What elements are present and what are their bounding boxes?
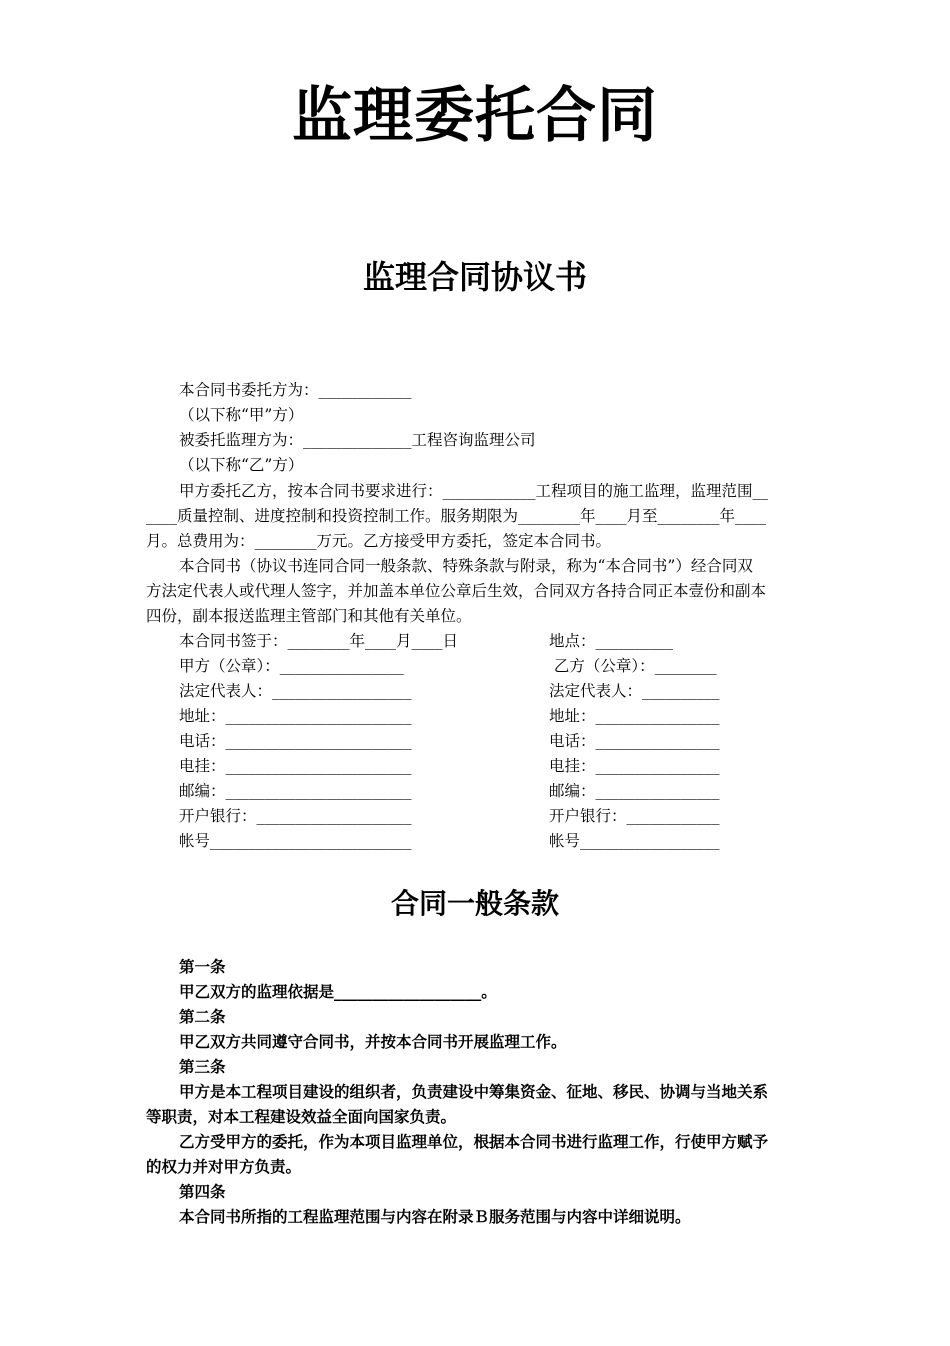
article-1-text: 甲乙双方的监理依据是___________________。 [179,982,497,1001]
party-b-seal-field: 乙方（公章）：________ [549,657,717,675]
document-title: 监理委托合同 [292,81,658,151]
agreement-line-supervisor-alias: （以下称“乙”方） [179,456,304,474]
agreement-line-scope-2: ____质量控制、进度控制和投资控制工作。服务期限为________年____月至________年____ [146,507,767,525]
party-a-account-field: 帐号__________________________ [179,832,412,850]
agreement-line-effect-1: 本合同书（协议书连同合同一般条款、特殊条款与附录，称为“本合同书”）经合同双 [179,557,753,575]
agreement-line-scope-3: 月。总费用为：________万元。乙方接受甲方委托，签定本合同书。 [146,532,612,550]
party-b-phone-field: 电话：________________ [549,732,720,750]
party-a-representative-field: 法定代表人：__________________ [179,682,412,700]
general-clauses-title: 合同一般条款 [390,887,559,920]
article-1-heading: 第一条 [179,957,226,976]
party-a-cable-field: 电挂：________________________ [179,757,412,775]
party-b-representative-field: 法定代表人：__________ [549,682,720,700]
party-b-account-field: 帐号__________________ [549,832,720,850]
article-4-text: 本合同书所指的工程监理范围与内容在附录Ｂ服务范围与内容中详细说明。 [179,1207,691,1226]
agreement-line-scope-1: 甲方委托乙方，按本合同书要求进行：____________工程项目的施工监理，监理范围__ [179,482,769,500]
agreement-line-effect-3: 四份，副本报送监理主管部门和其他有关单位。 [146,607,472,625]
agreement-line-principal-alias: （以下称“甲”方） [179,406,304,424]
party-b-address-field: 地址：________________ [549,707,720,725]
agreement-line-effect-2: 方法定代表人或代理人签字，并加盖本单位公章后生效，合同双方各持合同正本壹份和副本 [146,582,767,600]
article-3-heading: 第三条 [179,1057,226,1076]
sign-date-field: 本合同书签于：________年____月____日 [179,632,459,650]
party-b-postcode-field: 邮编：________________ [549,782,720,800]
agreement-line-supervisor: 被委托监理方为：______________工程咨询监理公司 [179,431,536,449]
party-a-address-field: 地址：________________________ [179,707,412,725]
agreement-title: 监理合同协议书 [362,258,587,296]
article-2-heading: 第二条 [179,1007,226,1026]
article-4-heading: 第四条 [179,1182,226,1201]
party-a-postcode-field: 邮编：________________________ [179,782,412,800]
article-3-text-2: 等职责，对本工程建设效益全面向国家负责。 [146,1107,457,1126]
agreement-line-principal: 本合同书委托方为：____________ [179,381,412,399]
article-3-text-3: 乙方受甲方的委托，作为本项目监理单位，根据本合同书进行监理工作，行使甲方赋予 [179,1132,769,1151]
party-a-phone-field: 电话：________________________ [179,732,412,750]
party-b-cable-field: 电挂：________________ [549,757,720,775]
party-a-seal-field: 甲方（公章）：________________ [179,657,404,675]
party-a-bank-field: 开户银行：____________________ [179,807,412,825]
article-2-text: 甲乙双方共同遵守合同书，并按本合同书开展监理工作。 [179,1032,567,1051]
article-3-text-1: 甲方是本工程项目建设的组织者，负责建设中筹集资金、征地、移民、协调与当地关系 [179,1082,769,1101]
sign-location-field: 地点：__________ [549,632,674,650]
article-3-text-4: 的权力并对甲方负责。 [146,1157,302,1176]
party-b-bank-field: 开户银行：____________ [549,807,720,825]
